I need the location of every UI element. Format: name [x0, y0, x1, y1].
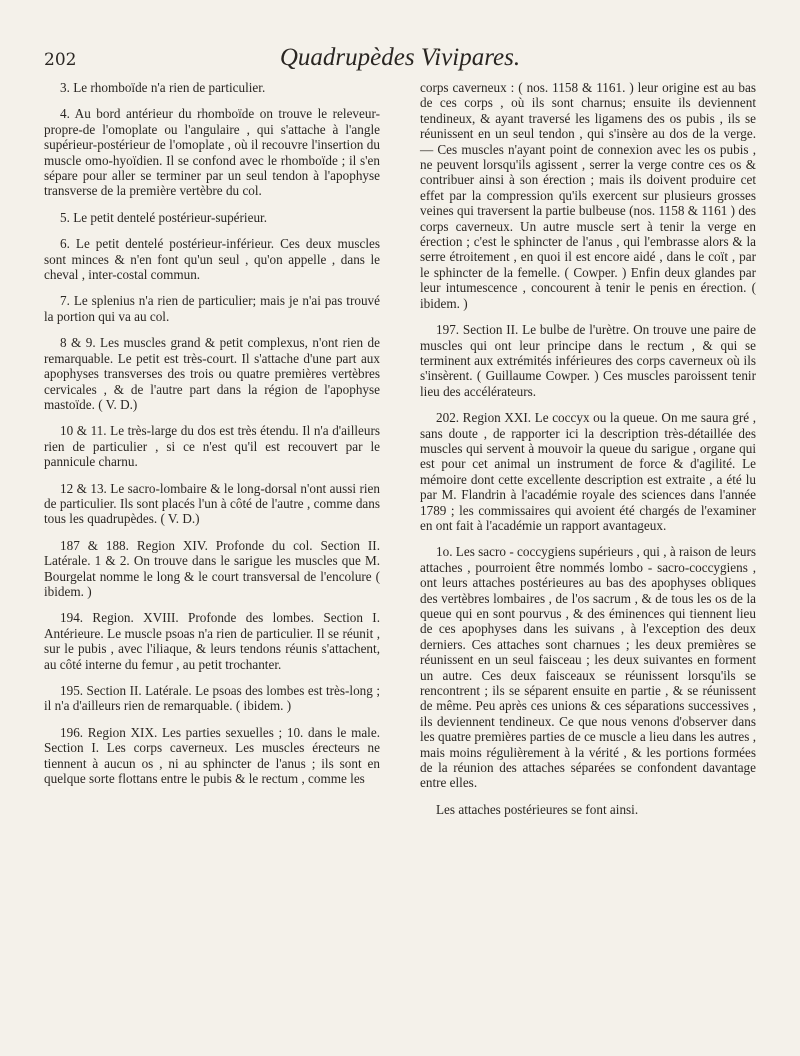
- running-title: Quadrupèdes Vivipares.: [279, 44, 521, 71]
- page-header: [44, 44, 756, 76]
- left-column: [44, 80, 380, 797]
- paragraph: 187 & 188. Region XIV. Profonde du col. Section II. Latérale. 1 & 2. On trouve dans le sarigue les muscles que M. Bourgelat nomme le long & le court transversal de l'encolure ( ibidem. ): [44, 537, 380, 599]
- paragraph: corps caverneux : ( nos. 1158 & 1161. ) leur origine est au bas de ces corps , où ils sont charnus; ensuite ils deviennent tendineux, & ayant traversé les ligamens des os pubis , ils se réunissent en un seul tendon , qui s'insère au dos de la verge. — Ces muscles n'ayant point de connexion avec les os pubis , ne peuvent lorsqu'ils agissent , serrer la verge contre ces os & contribuer ainsi à son érection ; mais ils doivent produire cet effet par la compression qu'ils exercent sur plusieurs grosses veines qui traversent la partie bulbeuse (nos. 1158 & 1161 ) des corps caverneux. Un autre muscle sert à tenir la verge en érection ; c'est le sphincter de l'anus , qui l'embrasse alors & la serre étroitement , en quoi il est encore aidé , dans le coït , par le sphincter de la femelle. ( Cowper. ) Enfin deux glandes par leur intumescence , concourent à tenir le penis en érection. ( ibidem. ): [420, 80, 756, 311]
- paragraph: 6. Le petit dentelé postérieur-inférieur. Ces deux muscles sont minces & n'en font qu'un seul , qu'on appelle , dans le cheval , inter-costal commun.: [44, 236, 380, 283]
- right-column: [420, 80, 756, 828]
- paragraph: 196. Region XIX. Les parties sexuelles ; 10. dans le male. Section I. Les corps caverneux. Les muscles érecteurs ne tiennent à aucun os , ni au sphincter de l'anus ; ils sont en quelque sorte flottans entre le pubis & le rectum , comme les: [44, 724, 380, 787]
- paragraph: Les attaches postérieures se font ainsi.: [436, 801, 639, 817]
- paragraph: 10 & 11. Le très-large du dos est très étendu. Il n'a d'ailleurs rien de particulier , si ce n'est qu'il est recouvert par le pannicule charnu.: [44, 423, 380, 470]
- paragraph: 5. Le petit dentelé postérieur-supérieur.: [60, 209, 267, 225]
- paragraph: 3. Le rhomboïde n'a rien de particulier.: [60, 80, 266, 95]
- paragraph: 195. Section II. Latérale. Le psoas des lombes est très-long ; il n'a d'ailleurs rien de remarquable. ( ibidem. ): [44, 683, 380, 714]
- page-number: 202: [44, 50, 77, 70]
- paragraph: 194. Region. XVIII. Profonde des lombes. Section I. Antérieure. Le muscle psoas n'a rien de particulier. Il se réunit , sur le pubis , avec l'iliaque, & leurs tendons réunis s'attachent, au côté interne du femur , au petit trochanter.: [44, 610, 380, 672]
- paragraph: 4. Au bord antérieur du rhomboïde on trouve le releveur-propre-de l'omoplate ou l'angulaire , qui s'attache à l'angle supérieur-postérieur de l'omoplate , où il recouvre l'insertion du muscle omo-hyoïdien. Il se confond avec le rhomboïde ; il s'en sépare pour aller se terminer par un seul tendon à l'apophyse transverse de la première vertèbre du col.: [44, 106, 380, 199]
- paragraph: 202. Region XXI. Le coccyx ou la queue. On me saura gré , sans doute , de rapporter ici la description très-détaillée des muscles qui servent à mouvoir la queue du sarigue , organe qui est pour cet animal un instrument de force & d'agilité. Le mémoire dont cette excellente description est extraite , a été lu par M. Flandrin à l'académie royale des sciences dans l'année 1789 ; les commissaires qui avoient été chargés de l'examiner en ont fait à l'académie un rapport avantageux.: [420, 410, 756, 533]
- paragraph: 1o. Les sacro - coccygiens supérieurs , qui , à raison de leurs attaches , pourroient être nommés lombo - sacro-coccygiens , ont leurs attaches postérieures au bas des apophyses obliques des vertèbres lombaires , de l'os sacrum , & de tous les os de la queue qui en sont pourvus , & des éminences qui tiennent lieu de ces apophyses dans les suivans , à l'exception des deux derniers. Ces attaches sont charnues ; les deux premières se réunissent en un seul faisceau ; les deux suivantes en forment un autre. Ces deux faisceaux se réunissent lorsqu'ils se rencontrent ; ils se séparent ensuite en partie , & se réunissent de même. Peu après ces unions & ces séparations successives , ils deviennent tendineux. Ce que nous venons d'observer dans les quatre premières parties de ce muscle a lieu dans les autres , mais moins régulièrement à la vérité , & les portions formées de la réunion des attaches séparées se confondent davantage entre elles.: [420, 544, 756, 791]
- paragraph: 8 & 9. Les muscles grand & petit complexus, n'ont rien de remarquable. Le petit est très-court. Il s'attache d'une part aux apophyses transverses des trois ou quatre premières vertèbres cervicales , & de l'autre part dans la région de l'apophyse mastoïde. ( V. D.): [44, 335, 380, 412]
- paragraph: 12 & 13. Le sacro-lombaire & le long-dorsal n'ont aussi rien de particulier. Ils sont placés l'un à côté de l'autre , comme dans tous les quadrupèdes. ( V. D.): [44, 480, 380, 527]
- paragraph: 7. Le splenius n'a rien de particulier; mais je n'ai pas trouvé la portion qui va au col.: [44, 293, 380, 324]
- paragraph: 197. Section II. Le bulbe de l'urètre. On trouve une paire de muscles qui ont leur principe dans le rectum , & qui se terminent aux extrémités inférieures des corps caverneux où ils s'insèrent. ( Guillaume Cowper. ) Ces muscles paroissent tenir lieu des accélérateurs.: [420, 322, 756, 399]
